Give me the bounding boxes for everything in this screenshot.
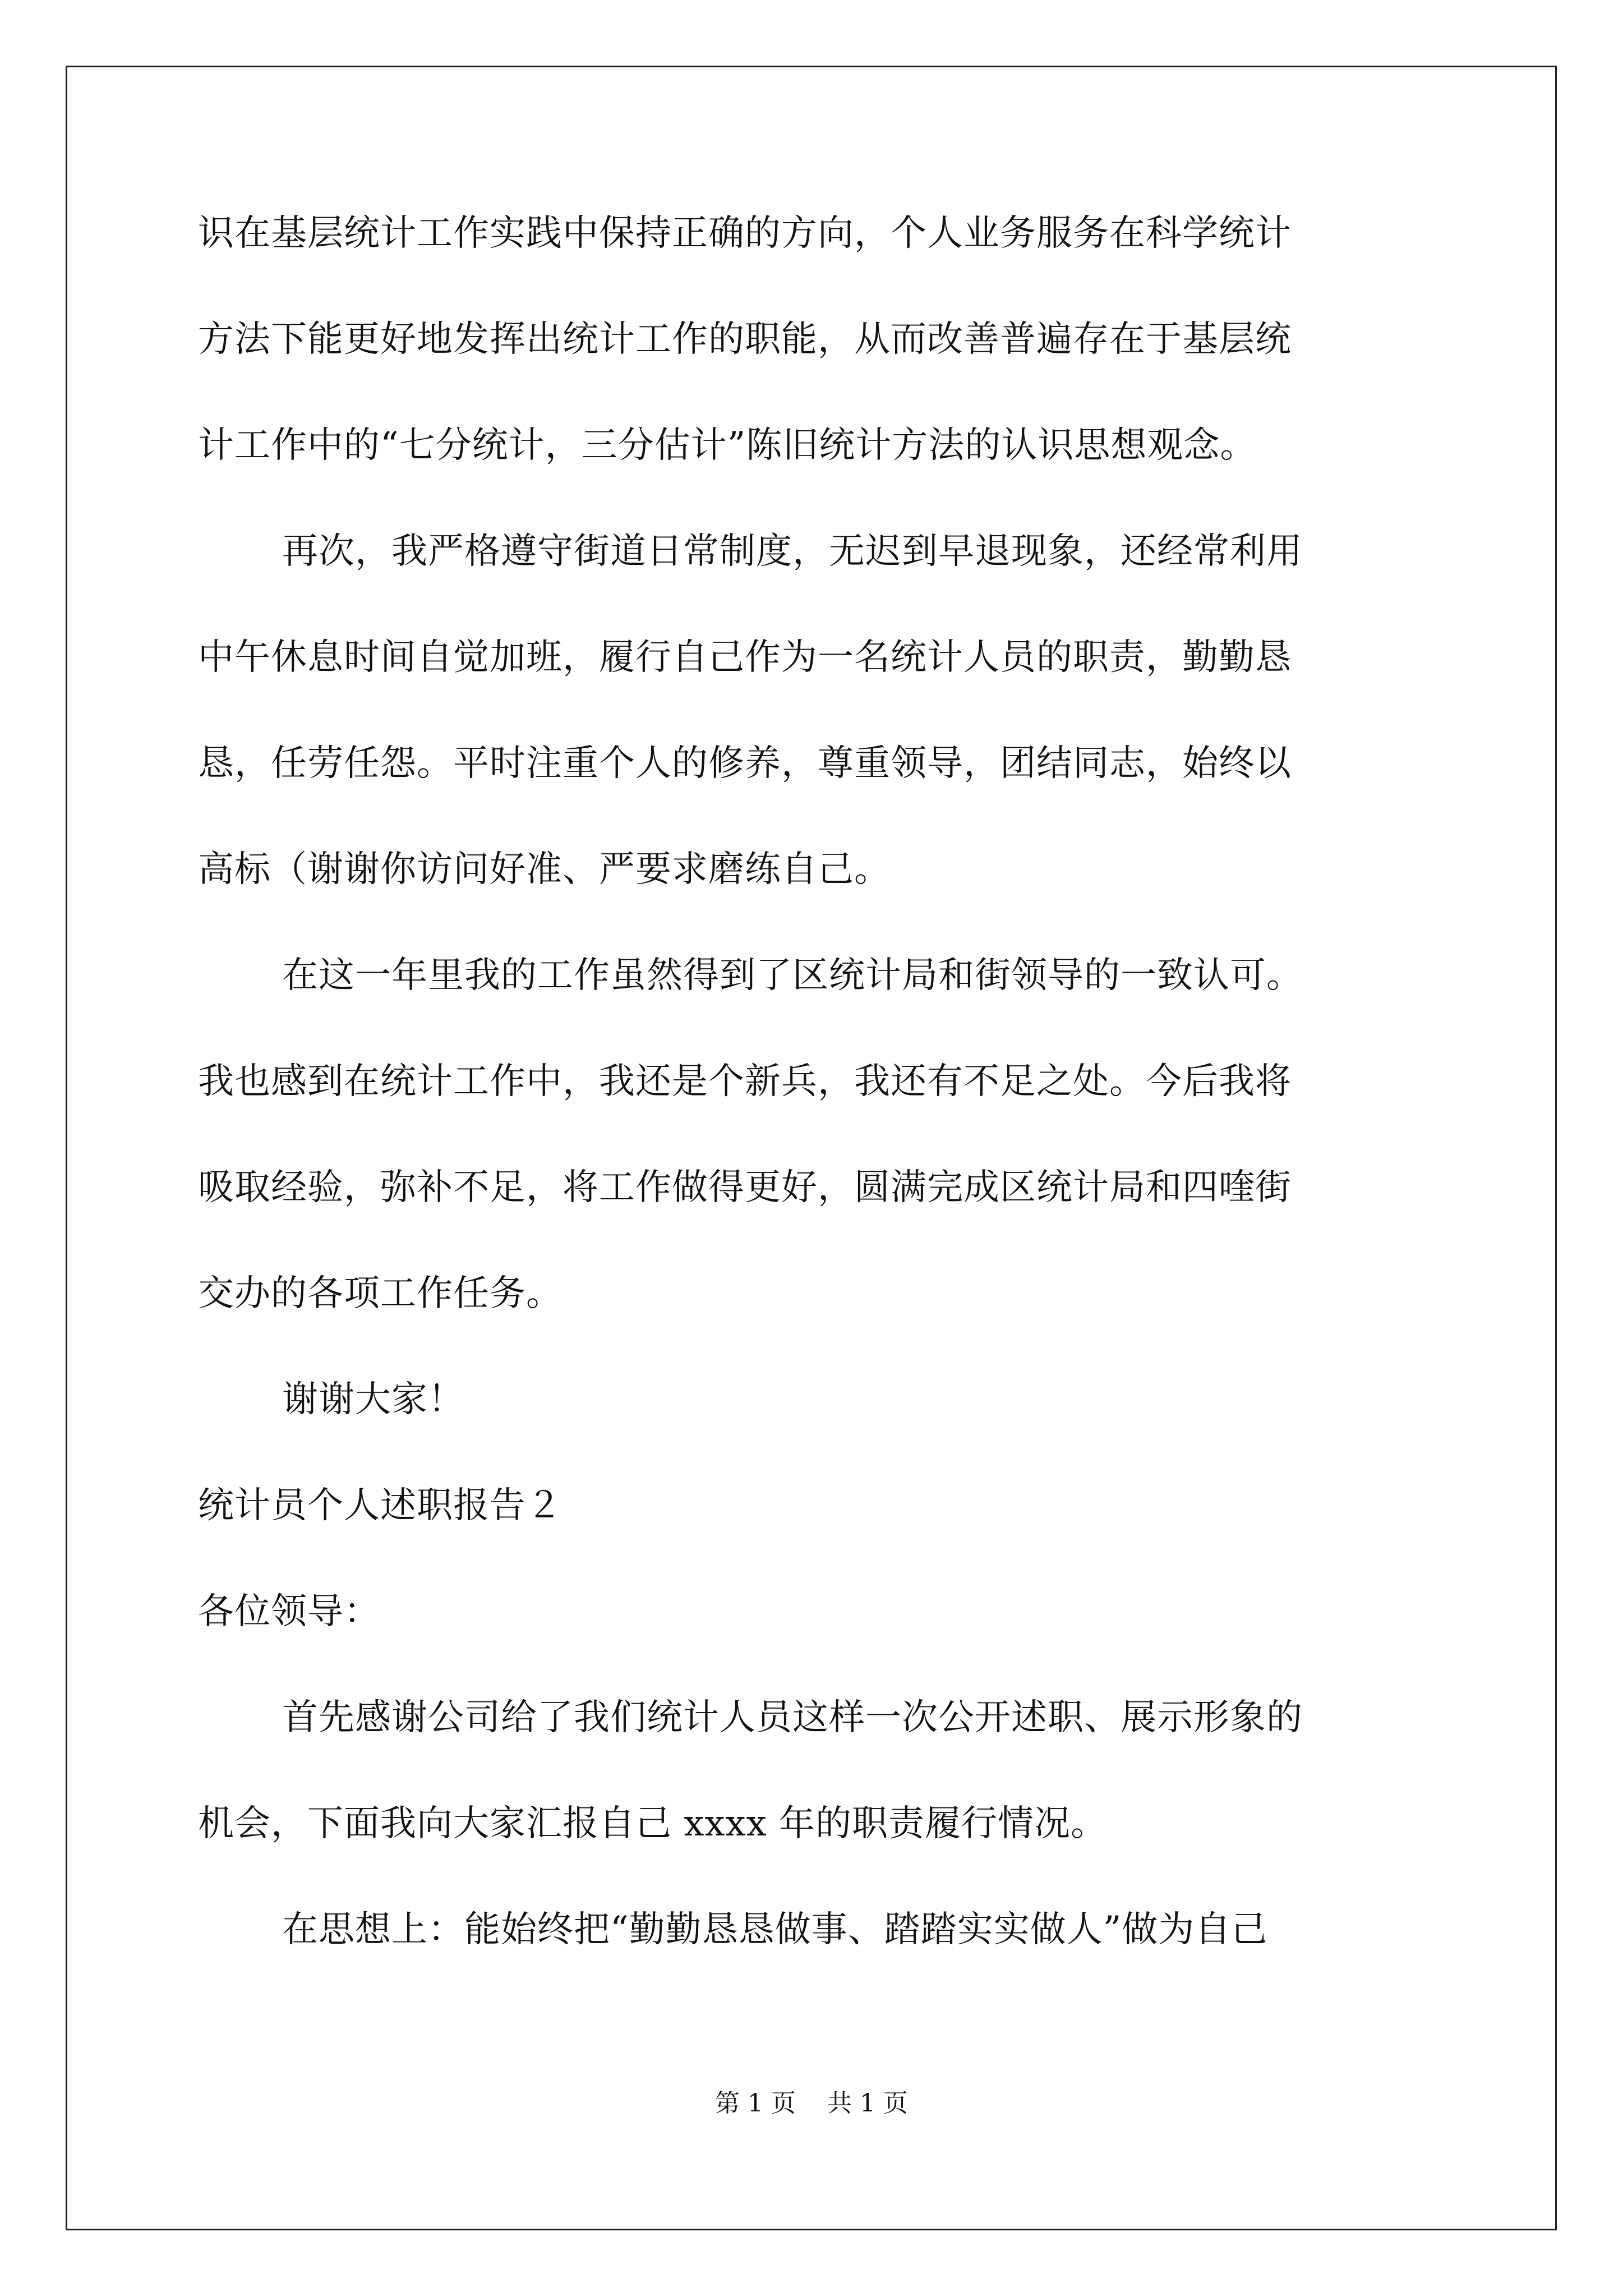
page-number-footer: 第 1 页 共 1 页 <box>715 2089 908 2118</box>
text-line: 我也感到在统计工作中，我还是个新兵，我还有不足之处。今后我将 <box>198 1061 1292 1102</box>
text-line: 计工作中的“七分统计，三分估计”陈旧统计方法的认识思想观念。 <box>198 425 1257 466</box>
text-line: 高标（谢谢你访问好准、严要求磨练自己。 <box>198 849 891 890</box>
text-line: 首先感谢公司给了我们统计人员这样一次公开述职、展示形象的 <box>282 1697 1303 1738</box>
document-body <box>198 215 1426 2018</box>
salutation: 各位领导： <box>198 1591 380 1632</box>
text-line: 机会，下面我向大家汇报自己 xxxx 年的职责履行情况。 <box>198 1803 1108 1844</box>
text-line: 恳，任劳任怨。平时注重个人的修养，尊重领导，团结同志，始终以 <box>198 743 1292 784</box>
section-title: 统计员个人述职报告２ <box>198 1485 562 1526</box>
text-line: 再次，我严格遵守街道日常制度，无迟到早退现象，还经常利用 <box>282 531 1303 572</box>
text-line: 在这一年里我的工作虽然得到了区统计局和街领导的一致认可。 <box>282 955 1303 996</box>
closing-line: 谢谢大家！ <box>282 1379 464 1420</box>
text-line: 在思想上：能始终把“勤勤恳恳做事、踏踏实实做人”做为自己 <box>282 1909 1268 1950</box>
text-line: 交办的各项工作任务。 <box>198 1273 562 1314</box>
text-line: 吸取经验，弥补不足，将工作做得更好，圆满完成区统计局和四喹街 <box>198 1167 1292 1208</box>
text-line: 方法下能更好地发挥出统计工作的职能，从而改善普遍存在于基层统 <box>198 319 1292 360</box>
text-line: 识在基层统计工作实践中保持正确的方向，个人业务服务在科学统计 <box>198 213 1292 254</box>
text-line: 中午休息时间自觉加班，履行自己作为一名统计人员的职责，勤勤恳 <box>198 637 1292 678</box>
